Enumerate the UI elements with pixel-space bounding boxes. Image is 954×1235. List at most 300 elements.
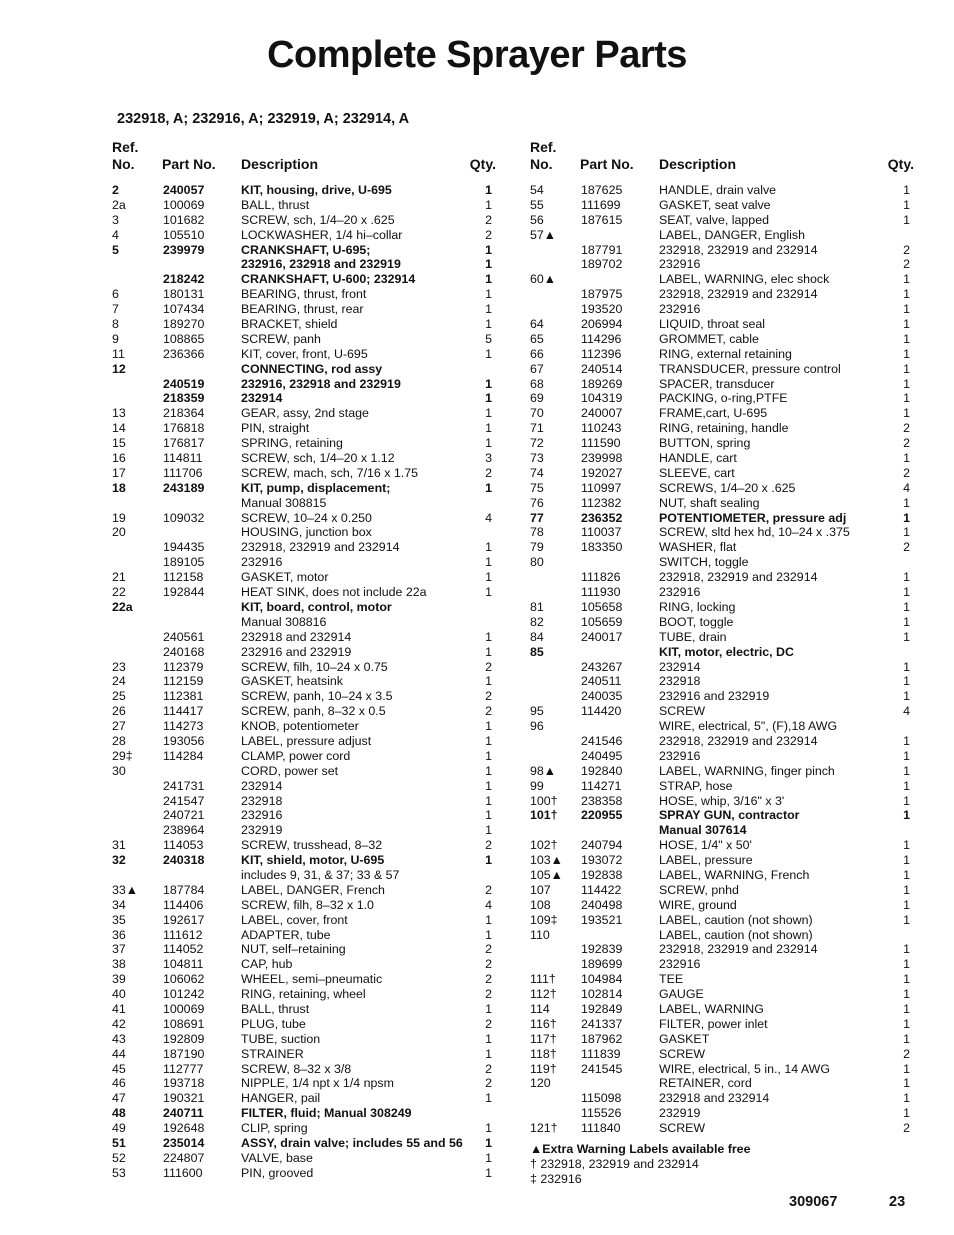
description-cell: RETAINER, cord <box>659 1076 752 1091</box>
description-cell: POTENTIOMETER, pressure adj <box>659 510 847 525</box>
qty-cell: 1 <box>903 614 910 629</box>
ref-cell: 81 <box>530 599 544 614</box>
header-ref <box>112 139 138 173</box>
ref-cell: 40 <box>112 987 126 1002</box>
description-cell: 232918 and 232914 <box>241 629 352 644</box>
description-cell: WIRE, electrical, 5", (F),18 AWG <box>659 719 838 734</box>
part-number-cell: 104984 <box>581 972 623 987</box>
qty-cell: 1 <box>903 882 910 897</box>
qty-cell: 1 <box>485 406 492 421</box>
part-number-cell: 241547 <box>163 793 205 808</box>
description-cell: 232918, 232919 and 232914 <box>659 942 818 957</box>
description-cell: TRANSDUCER, pressure control <box>659 361 841 376</box>
ref-cell: 36 <box>112 927 126 942</box>
parts-row <box>112 1017 496 1032</box>
parts-row <box>112 496 496 511</box>
part-number-cell: 240007 <box>581 406 623 421</box>
ref-cell: 28 <box>112 733 126 748</box>
qty-cell: 1 <box>903 406 910 421</box>
description-cell: HOSE, 1/4" x 50' <box>659 838 752 853</box>
parts-row <box>530 555 914 570</box>
qty-cell: 1 <box>485 391 492 406</box>
parts-row <box>112 213 496 228</box>
qty-cell: 4 <box>485 510 492 525</box>
parts-row <box>112 868 496 883</box>
qty-cell: 1 <box>485 823 492 838</box>
qty-cell: 2 <box>485 689 492 704</box>
ref-cell: 19 <box>112 510 126 525</box>
parts-row <box>530 525 914 540</box>
parts-row <box>112 719 496 734</box>
description-cell: LABEL, WARNING, French <box>659 867 810 882</box>
description-cell: 232916 <box>659 302 701 317</box>
qty-cell: 1 <box>485 421 492 436</box>
part-number-cell: 105659 <box>581 614 623 629</box>
parts-row <box>530 823 914 838</box>
ref-cell: 96 <box>530 719 544 734</box>
description-cell: GASKET, heatsink <box>241 674 343 689</box>
qty-cell: 1 <box>485 555 492 570</box>
description-cell: 232916 and 232919 <box>241 644 352 659</box>
qty-cell: 1 <box>485 912 492 927</box>
part-number-cell: 187791 <box>581 242 623 257</box>
part-number-cell: 106062 <box>163 972 205 987</box>
ref-cell: 100† <box>530 793 558 808</box>
part-number-cell: 100069 <box>163 1001 205 1016</box>
ref-cell: 32 <box>112 853 126 868</box>
qty-cell: 2 <box>485 838 492 853</box>
parts-row <box>530 808 914 823</box>
qty-cell: 1 <box>903 570 910 585</box>
description-cell: KIT, motor, electric, DC <box>659 644 794 659</box>
part-number-cell: 104811 <box>163 957 204 972</box>
description-cell: PIN, straight <box>241 421 310 436</box>
description-cell: SCREW, sltd hex hd, 10–24 x .375 <box>659 525 850 540</box>
ref-cell: 38 <box>112 957 126 972</box>
qty-cell: 2 <box>903 540 910 555</box>
description-cell: 232918 <box>241 793 283 808</box>
part-number-cell: 224807 <box>163 1150 205 1165</box>
ref-cell: 67 <box>530 361 544 376</box>
description-cell: KIT, cover, front, U-695 <box>241 346 368 361</box>
qty-cell: 1 <box>903 361 910 376</box>
description-cell: SCREW, mach, sch, 7/16 x 1.75 <box>241 465 418 480</box>
part-number-cell: 240514 <box>581 361 623 376</box>
ref-cell: 7 <box>112 302 119 317</box>
parts-row <box>112 1002 496 1017</box>
qty-cell: 1 <box>903 733 910 748</box>
ref-cell: 116† <box>530 1016 557 1031</box>
header-description: Description <box>241 156 319 172</box>
description-cell: KIT, pump, displacement; <box>241 480 391 495</box>
part-number-cell: 115098 <box>581 1091 622 1106</box>
part-number-cell: 240721 <box>163 808 205 823</box>
qty-cell: 1 <box>903 495 910 510</box>
description-cell: GASKET, seat valve <box>659 197 771 212</box>
ref-cell: 31 <box>112 838 126 853</box>
parts-row <box>112 570 496 585</box>
part-number-cell: 218364 <box>163 406 205 421</box>
qty-cell: 1 <box>485 272 492 287</box>
part-number-cell: 240561 <box>163 629 205 644</box>
parts-row <box>112 317 496 332</box>
description-cell: SCREW, filh, 8–32 x 1.0 <box>241 897 374 912</box>
parts-row <box>530 1002 914 1017</box>
qty-cell: 1 <box>485 808 492 823</box>
part-number-cell: 240711 <box>163 1106 204 1121</box>
ref-cell: 54 <box>530 183 544 197</box>
description-cell: includes 9, 31, & 37; 33 & 57 <box>241 867 400 882</box>
parts-row <box>530 317 914 332</box>
qty-cell: 2 <box>903 1046 910 1061</box>
qty-cell: 1 <box>485 540 492 555</box>
part-number-cell: 192648 <box>163 1121 205 1136</box>
ref-cell: 3 <box>112 212 119 227</box>
qty-cell: 1 <box>485 674 492 689</box>
qty-cell: 1 <box>903 689 910 704</box>
part-number-cell: 240057 <box>163 183 205 197</box>
qty-cell: 1 <box>903 525 910 540</box>
parts-row <box>112 1106 496 1121</box>
part-number-cell: 112381 <box>163 689 204 704</box>
description-cell: 232916 <box>659 257 701 272</box>
parts-row <box>530 332 914 347</box>
ref-cell: 108 <box>530 897 551 912</box>
qty-cell: 1 <box>903 287 910 302</box>
page-title: Complete Sprayer Parts <box>267 34 687 76</box>
description-cell: NUT, shaft sealing <box>659 495 760 510</box>
parts-row <box>112 540 496 555</box>
part-number-cell: 187962 <box>581 1031 623 1046</box>
parts-row <box>530 600 914 615</box>
description-cell: 232916 <box>659 957 701 972</box>
parts-row <box>112 823 496 838</box>
parts-row <box>112 1032 496 1047</box>
description-cell: Manual 308816 <box>241 614 327 629</box>
part-number-cell: 192844 <box>163 585 205 600</box>
qty-cell: 1 <box>485 733 492 748</box>
part-number-cell: 190321 <box>163 1091 205 1106</box>
parts-row <box>530 1076 914 1091</box>
ref-cell: 99 <box>530 778 544 793</box>
ref-cell: 29‡ <box>112 748 133 763</box>
ref-cell: 43 <box>112 1031 126 1046</box>
part-number-cell: 240318 <box>163 853 205 868</box>
part-number-cell: 104319 <box>581 391 623 406</box>
qty-cell: 1 <box>903 272 910 287</box>
parts-row <box>112 391 496 406</box>
part-number-cell: 192027 <box>581 465 623 480</box>
ref-cell: 72 <box>530 436 544 451</box>
description-cell: LOCKWASHER, 1/4 hi–collar <box>241 227 403 242</box>
part-number-cell: 193521 <box>581 912 623 927</box>
part-number-cell: 192617 <box>163 912 205 927</box>
description-cell: BRACKET, shield <box>241 317 338 332</box>
parts-row <box>530 660 914 675</box>
description-cell: GAUGE <box>659 987 704 1002</box>
description-cell: KIT, board, control, motor <box>241 599 392 614</box>
qty-cell: 2 <box>485 957 492 972</box>
parts-row <box>112 957 496 972</box>
parts-column-left <box>112 139 496 1181</box>
parts-row <box>530 749 914 764</box>
ref-cell: 2a <box>112 197 126 212</box>
parts-row <box>530 1121 914 1136</box>
parts-row <box>530 1106 914 1121</box>
description-cell: CLIP, spring <box>241 1121 308 1136</box>
qty-cell: 1 <box>903 1016 910 1031</box>
ref-cell: 24 <box>112 674 126 689</box>
description-cell: CRANKSHAFT, U-695; <box>241 242 371 257</box>
footnote-double-dagger: ‡ 232916 <box>530 1171 582 1186</box>
description-cell: 232916 <box>659 585 701 600</box>
qty-cell: 1 <box>485 436 492 451</box>
description-cell: SCREW, trusshead, 8–32 <box>241 838 383 853</box>
description-cell: BEARING, thrust, rear <box>241 302 364 317</box>
ref-cell: 118† <box>530 1046 557 1061</box>
ref-cell: 52 <box>112 1150 126 1165</box>
qty-cell: 1 <box>485 257 492 272</box>
description-cell: LABEL, WARNING, elec shock <box>659 272 830 287</box>
qty-cell: 1 <box>903 793 910 808</box>
qty-cell: 1 <box>903 942 910 957</box>
parts-row <box>112 1047 496 1062</box>
parts-row <box>112 704 496 719</box>
qty-cell: 1 <box>903 838 910 853</box>
qty-cell: 2 <box>903 421 910 436</box>
description-cell: CORD, power set <box>241 763 339 778</box>
part-number-cell: 241545 <box>581 1061 623 1076</box>
parts-row <box>530 466 914 481</box>
part-number-cell: 192838 <box>581 867 623 882</box>
part-number-cell: 239998 <box>581 451 623 466</box>
ref-cell: 64 <box>530 317 544 332</box>
parts-row <box>530 615 914 630</box>
part-number-cell: 240794 <box>581 838 623 853</box>
qty-cell: 2 <box>903 242 910 257</box>
part-number-cell: 111930 <box>581 585 621 600</box>
parts-row <box>530 957 914 972</box>
ref-cell: 8 <box>112 317 119 332</box>
description-cell: BEARING, thrust, front <box>241 287 367 302</box>
description-cell: GASKET, motor <box>241 570 329 585</box>
description-cell: BALL, thrust <box>241 1001 310 1016</box>
ref-cell: 66 <box>530 346 544 361</box>
qty-cell: 1 <box>903 853 910 868</box>
part-number-cell: 241731 <box>163 778 205 793</box>
ref-cell: 117† <box>530 1031 557 1046</box>
description-cell: CLAMP, power cord <box>241 748 351 763</box>
part-number-cell: 189105 <box>163 555 205 570</box>
description-cell: 232919 <box>659 1106 701 1121</box>
description-cell: 232918, 232919 and 232914 <box>659 570 818 585</box>
ref-cell: 44 <box>112 1046 126 1061</box>
parts-row <box>112 555 496 570</box>
qty-cell: 2 <box>485 1016 492 1031</box>
parts-row <box>112 511 496 526</box>
part-number-cell: 111826 <box>581 570 621 585</box>
description-cell: CONNECTING, rod assy <box>241 361 383 376</box>
qty-cell: 1 <box>485 183 492 197</box>
ref-cell: 22a <box>112 599 133 614</box>
description-cell: TUBE, drain <box>659 629 727 644</box>
ref-cell: 56 <box>530 212 544 227</box>
qty-cell: 1 <box>903 510 910 525</box>
parts-row <box>530 779 914 794</box>
parts-row <box>112 645 496 660</box>
description-cell: NIPPLE, 1/4 npt x 1/4 npsm <box>241 1076 394 1091</box>
description-cell: PACKING, o-ring,PTFE <box>659 391 788 406</box>
description-cell: SPRAY GUN, contractor <box>659 808 800 823</box>
qty-cell: 1 <box>903 346 910 361</box>
qty-cell: 1 <box>485 793 492 808</box>
qty-cell: 1 <box>485 1031 492 1046</box>
part-number-cell: 111699 <box>581 197 621 212</box>
part-number-cell: 194435 <box>163 540 205 555</box>
qty-cell: 1 <box>485 585 492 600</box>
description-cell: RING, retaining, handle <box>659 421 789 436</box>
description-cell: KIT, housing, drive, U-695 <box>241 183 392 197</box>
ref-cell: 84 <box>530 629 544 644</box>
ref-cell: 78 <box>530 525 544 540</box>
ref-cell: 68 <box>530 376 544 391</box>
qty-cell: 1 <box>903 197 910 212</box>
parts-row <box>112 243 496 258</box>
part-number-cell: 114273 <box>163 719 204 734</box>
ref-cell: 12 <box>112 361 126 376</box>
qty-cell: 2 <box>485 659 492 674</box>
ref-cell: 71 <box>530 421 544 436</box>
qty-cell: 2 <box>485 987 492 1002</box>
description-cell: SLEEVE, cart <box>659 465 735 480</box>
qty-cell: 1 <box>903 1061 910 1076</box>
parts-row <box>112 942 496 957</box>
part-number-cell: 110037 <box>581 525 622 540</box>
parts-row <box>530 1017 914 1032</box>
part-number-cell: 110243 <box>581 421 622 436</box>
qty-cell: 1 <box>903 778 910 793</box>
parts-row <box>530 377 914 392</box>
part-number-cell: 112396 <box>581 346 622 361</box>
ref-cell: 112† <box>530 987 557 1002</box>
ref-cell: 98▲ <box>530 763 557 778</box>
parts-row <box>530 645 914 660</box>
description-cell: 232918, 232919 and 232914 <box>659 242 818 257</box>
qty-cell: 2 <box>485 227 492 242</box>
parts-row <box>530 302 914 317</box>
parts-row <box>530 883 914 898</box>
qty-cell: 1 <box>903 972 910 987</box>
description-cell: SCREW <box>659 1046 706 1061</box>
description-cell: KNOB, potentiometer <box>241 719 359 734</box>
qty-cell: 1 <box>485 570 492 585</box>
parts-row <box>112 987 496 1002</box>
description-cell: SCREW, 10–24 x 0.250 <box>241 510 372 525</box>
qty-cell: 1 <box>485 778 492 793</box>
qty-cell: 1 <box>485 927 492 942</box>
parts-row <box>530 481 914 496</box>
description-cell: SCREW <box>659 1121 706 1136</box>
part-number-cell: 111590 <box>581 436 621 451</box>
parts-row <box>112 436 496 451</box>
description-cell: STRAP, hose <box>659 778 733 793</box>
header-ref <box>530 139 556 173</box>
ref-cell: 57▲ <box>530 227 557 242</box>
parts-row <box>530 257 914 272</box>
parts-row <box>530 987 914 1002</box>
part-number-cell: 108865 <box>163 331 205 346</box>
parts-row <box>530 764 914 779</box>
ref-cell: 60▲ <box>530 272 557 287</box>
qty-cell: 1 <box>903 302 910 317</box>
qty-cell: 1 <box>903 599 910 614</box>
ref-cell: 33▲ <box>112 882 139 897</box>
ref-cell: 105▲ <box>530 867 563 882</box>
description-cell: SCREW, 8–32 x 3/8 <box>241 1061 352 1076</box>
qty-cell: 1 <box>485 629 492 644</box>
ref-cell: 4 <box>112 227 119 242</box>
parts-row <box>112 377 496 392</box>
qty-cell: 1 <box>903 763 910 778</box>
ref-cell: 102† <box>530 838 558 853</box>
qty-cell: 1 <box>485 376 492 391</box>
ref-cell: 70 <box>530 406 544 421</box>
part-number-cell: 220955 <box>581 808 623 823</box>
part-number-cell: 114422 <box>581 882 622 897</box>
qty-cell: 2 <box>903 436 910 451</box>
ref-cell: 110 <box>530 927 550 942</box>
part-number-cell: 102814 <box>581 987 623 1002</box>
model-numbers: 232918, A; 232916, A; 232919, A; 232914, A <box>117 111 410 127</box>
part-number-cell: 114811 <box>163 451 203 466</box>
part-number-cell: 101242 <box>163 987 205 1002</box>
part-number-cell: 240495 <box>581 748 623 763</box>
ref-cell: 75 <box>530 480 544 495</box>
qty-cell: 1 <box>903 897 910 912</box>
description-cell: LABEL, WARNING <box>659 1001 764 1016</box>
parts-row <box>530 704 914 719</box>
ref-cell: 55 <box>530 197 544 212</box>
description-cell: SCREWS, 1/4–20 x .625 <box>659 480 796 495</box>
part-number-cell: 105510 <box>163 227 205 242</box>
ref-cell: 23 <box>112 659 126 674</box>
description-cell: SCREW, panh, 8–32 x 0.5 <box>241 704 386 719</box>
header-qty: Qty. <box>469 156 496 172</box>
ref-cell: 48 <box>112 1106 126 1121</box>
ref-cell: 49 <box>112 1121 126 1136</box>
parts-row <box>112 913 496 928</box>
part-number-cell: 101682 <box>163 212 205 227</box>
qty-cell: 1 <box>903 867 910 882</box>
parts-row <box>530 942 914 957</box>
ref-cell: 37 <box>112 942 126 957</box>
description-cell: LABEL, caution (not shown) <box>659 912 813 927</box>
parts-row <box>530 689 914 704</box>
parts-row <box>112 183 496 198</box>
description-cell: GROMMET, cable <box>659 331 759 346</box>
description-cell: HANDLE, drain valve <box>659 183 777 197</box>
description-cell: SCREW, sch, 1/4–20 x 1.12 <box>241 451 395 466</box>
description-cell: SCREW, panh <box>241 331 321 346</box>
description-cell: LABEL, cover, front <box>241 912 348 927</box>
qty-cell: 1 <box>903 317 910 332</box>
part-number-cell: 193718 <box>163 1076 205 1091</box>
parts-row <box>112 808 496 823</box>
ref-cell: 27 <box>112 719 126 734</box>
part-number-cell: 240168 <box>163 644 205 659</box>
footnotes <box>530 1142 750 1187</box>
part-number-cell: 112777 <box>163 1061 204 1076</box>
